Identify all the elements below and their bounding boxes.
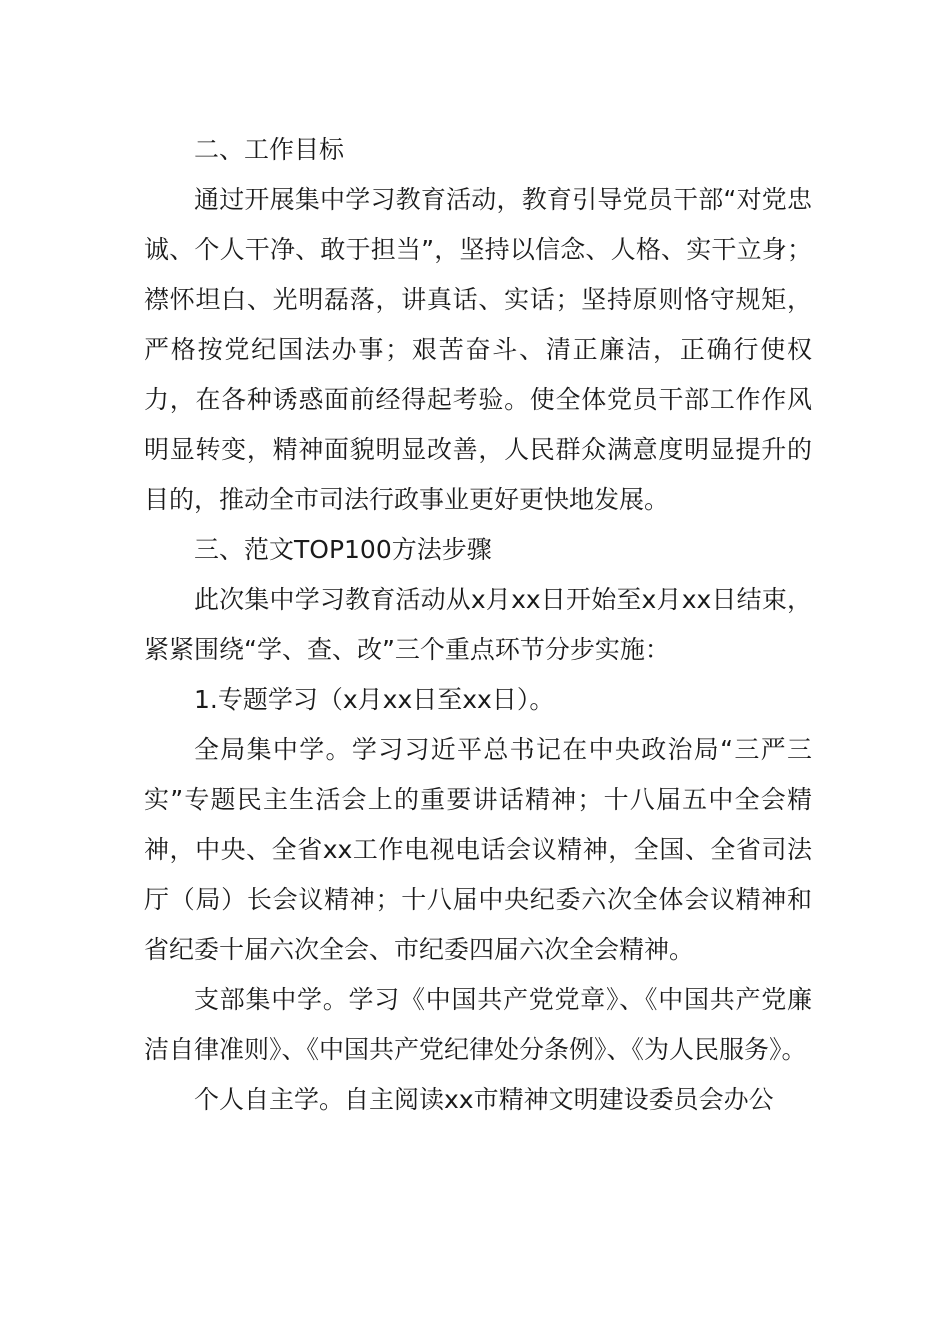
section-heading-work-goals: 二、工作目标 — [194, 135, 345, 164]
paragraph-work-goals: 通过开展集中学习教育活动，教育引导党员干部“对党忠诚、个人干净、敢于担当”，坚持以信念、人格、实干立身；襟怀坦白、光明磊落，讲真话、实话；坚持原则恪守规矩，严格按党纪国法办事；艰苦奋斗、清正廉洁，正确行使权力，在各种诱惑面前经得起考验。使全体党员干部工作作风明显转变，精神面貌明显改善，人民群众满意度明显提升的目的，推动全市司法行政事业更好更快地发展。 — [144, 185, 812, 514]
paragraph-bureau-study: 全局集中学。学习习近平总书记在中央政治局“三严三实”专题民主生活会上的重要讲话精神；十八届五中全会精神，中央、全省xx工作电视电话会议精神，全国、全省司法厅（局）长会议精神；十八届中央纪委六次全体会议精神和省纪委十届六次全会、市纪委四届六次全会精神。 — [144, 735, 812, 964]
paragraph-self-study: 个人自主学。自主阅读xx市精神文明建设委员会办公 — [194, 1085, 774, 1114]
paragraph-branch-study: 支部集中学。学习《中国共产党党章》、《中国共产党廉洁自律准则》、《中国共产党纪律处分条例》、《为人民服务》。 — [144, 985, 812, 1064]
paragraph-schedule: 此次集中学习教育活动从x月xx日开始至x月xx日结束，紧紧围绕“学、查、改”三个重点环节分步实施： — [144, 585, 812, 664]
document-body — [144, 125, 812, 1125]
subheading-topic-study: 1.专题学习（x月xx日至xx日）。 — [194, 685, 555, 714]
section-heading-method-steps: 三、范文TOP100方法步骤 — [194, 535, 492, 564]
